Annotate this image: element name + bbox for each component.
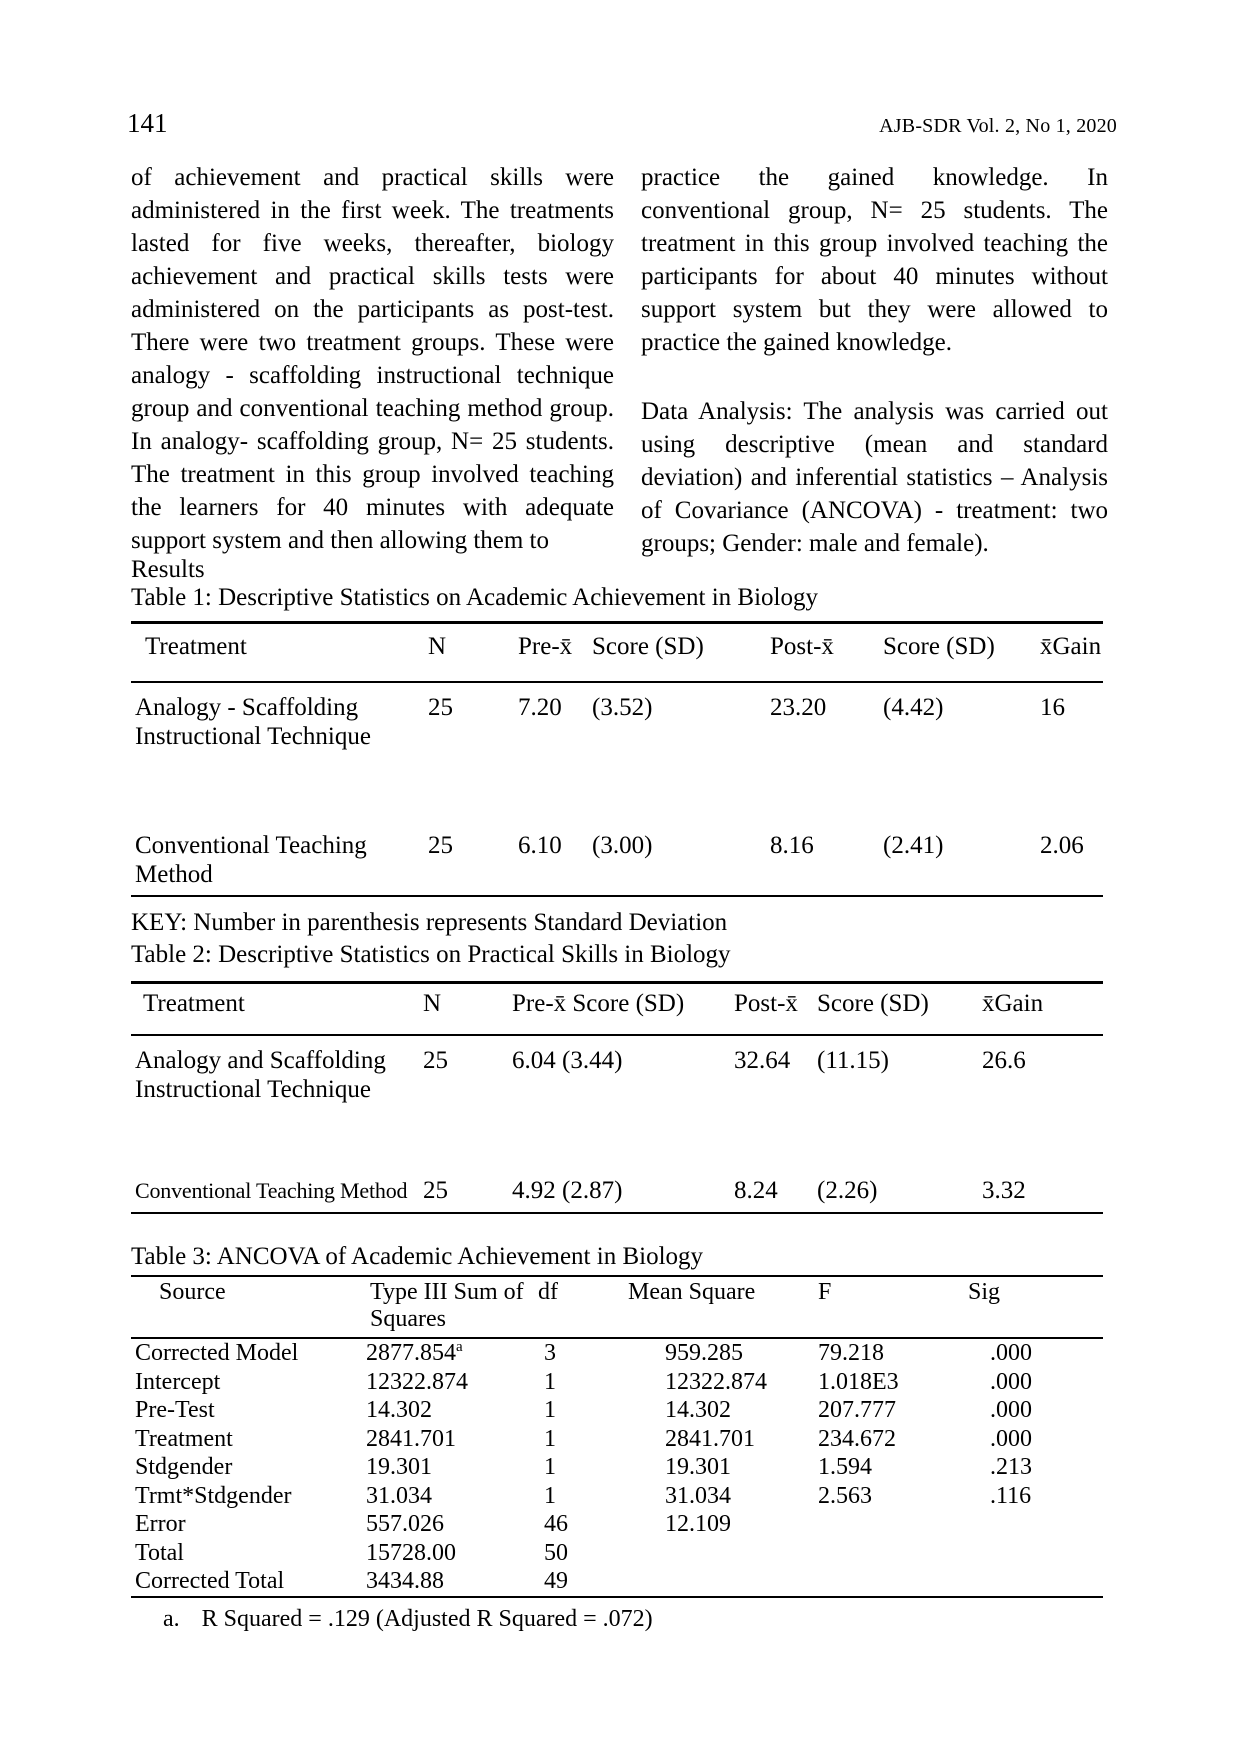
table-cell: 25 [428, 832, 453, 859]
table-cell: Corrected Total [135, 1568, 285, 1594]
table-cell: Pre-Test [135, 1397, 215, 1423]
table1-col-pre-sd: Score (SD) [592, 633, 704, 660]
results-section [131, 556, 1103, 937]
table2-col-treatment: Treatment [143, 990, 245, 1017]
table-row [131, 1539, 1103, 1568]
table-cell: 14.302 [665, 1397, 731, 1423]
table3-ancova-achievement [131, 1275, 1103, 1598]
table1-header-row [131, 623, 1103, 683]
table-cell: 32.64 [734, 1047, 791, 1074]
table-cell: 25 [423, 1047, 448, 1074]
table-cell: 12322.874 [665, 1368, 767, 1395]
table-cell: Trmt*Stdgender [135, 1482, 292, 1509]
table-cell: 3 [544, 1340, 556, 1366]
table3-col-df: df [538, 1279, 558, 1305]
table3-col-source: Source [159, 1279, 226, 1305]
table-cell: 3434.88 [366, 1568, 444, 1594]
table-cell: 1 [544, 1482, 556, 1509]
table-row [131, 1338, 1103, 1368]
table-cell: 1 [544, 1368, 556, 1395]
table-row [131, 821, 1103, 896]
table-cell: .000 [990, 1425, 1032, 1452]
superscript-note: a [456, 1339, 463, 1355]
table-cell: (3.00) [592, 832, 653, 859]
table-cell: 6.10 [518, 832, 562, 859]
table-cell: 31.034 [366, 1482, 432, 1509]
table-cell: 26.6 [982, 1047, 1026, 1074]
table2-col-gain: x̄Gain [982, 990, 1044, 1017]
table-cell [810, 1510, 960, 1539]
table-cell: 207.777 [818, 1397, 896, 1423]
table-cell: Conventional Teaching Method [135, 1178, 408, 1203]
table-cell: 4.92 (2.87) [512, 1177, 623, 1204]
table-cell: 2.06 [1040, 832, 1084, 859]
table-cell: .000 [990, 1368, 1032, 1395]
right-column-paragraph-1: practice the gained knowledge. In conventional group, N= 25 students. The treatment in this group involved teaching the participants for about 40 minutes without support system but they were allowed to practice the gained knowledge. [641, 164, 1108, 356]
table-cell: Analogy and Scaffolding Instructional Technique [135, 1047, 386, 1103]
table1-title: Table 1: Descriptive Statistics on Academic Achievement in Biology [131, 584, 818, 611]
table-cell: 8.16 [770, 832, 814, 859]
table-cell: 19.301 [366, 1454, 432, 1480]
table-cell: 79.218 [818, 1340, 884, 1366]
table-cell: (4.42) [883, 694, 944, 721]
table-cell: 1.018E3 [818, 1368, 899, 1395]
table-cell: (3.52) [592, 694, 653, 721]
left-column-paragraph: of achievement and practical skills were administered in the first week. The treatments lasted for five weeks, thereafter, biology achievement and practical skills tests were administered on the participants as post-test. There were two treatment groups. These were analogy - scaffolding instructional technique group and conventional teaching method group. In analogy- scaffolding group, N= 25 students. The treatment in this group involved teaching the learners for 40 minutes with adequate support system and then allowing them to [131, 164, 614, 554]
table-cell: Total [135, 1539, 184, 1566]
table-row [131, 1035, 1103, 1166]
footnote-text: R Squared = .129 (Adjusted R Squared = .072) [201, 1605, 653, 1632]
table-cell [960, 1567, 1103, 1597]
table-cell: Error [135, 1511, 186, 1537]
table-cell: 2841.701 [366, 1425, 456, 1452]
table-cell: 25 [428, 694, 453, 721]
table-cell: 3.32 [982, 1177, 1026, 1204]
table-row [131, 1425, 1103, 1454]
table3-col-f: F [818, 1279, 832, 1305]
table-cell: 19.301 [665, 1454, 731, 1480]
table-cell: 1 [544, 1454, 556, 1480]
table-row [131, 1166, 1103, 1213]
table3-section [131, 1243, 1103, 1633]
page-header [127, 108, 1117, 139]
table-row [131, 1482, 1103, 1511]
table2-col-post-sd: Score (SD) [817, 990, 929, 1017]
table-cell: 16 [1040, 694, 1065, 721]
table3-title: Table 3: ANCOVA of Academic Achievement in Biology [131, 1243, 704, 1270]
table-row [131, 1510, 1103, 1539]
table2-col-post-mean: Post-x̄ [734, 990, 798, 1017]
table-cell: 557.026 [366, 1511, 444, 1537]
table1-col-n: N [428, 633, 447, 660]
table1-col-gain: x̄Gain [1040, 633, 1102, 660]
table2-title: Table 2: Descriptive Statistics on Practical Skills in Biology [131, 941, 731, 968]
table2-header-row [131, 983, 1103, 1036]
table-cell: 25 [423, 1177, 448, 1204]
table-cell [810, 1567, 960, 1597]
table-row [131, 1368, 1103, 1397]
table-row [131, 1567, 1103, 1597]
table2-descriptive-practical-skills [131, 981, 1103, 1214]
table2-col-pre-score: Pre-x̄ Score (SD) [512, 990, 685, 1017]
table-cell: 49 [544, 1568, 568, 1594]
table-cell [620, 1539, 810, 1568]
table1-col-treatment: Treatment [145, 633, 247, 660]
table3-footnote [131, 1606, 1103, 1633]
table-cell: 1 [544, 1397, 556, 1423]
journal-header: AJB-SDR Vol. 2, No 1, 2020 [879, 115, 1117, 137]
results-heading: Results [131, 556, 205, 583]
page-number: 141 [127, 108, 168, 138]
right-column [641, 161, 1108, 560]
table-row [131, 1453, 1103, 1482]
table-cell: Analogy - Scaffolding Instructional Technique [135, 694, 371, 750]
table-row [131, 1396, 1103, 1425]
table-cell: 1 [544, 1425, 556, 1452]
footnote-marker: a. [163, 1605, 180, 1632]
table-cell: (2.41) [883, 832, 944, 859]
table-cell: 23.20 [770, 694, 827, 721]
table3-col-type3-sum: Type III Sum of Squares [370, 1279, 524, 1332]
table-cell: 2877.854$^a$ [366, 1339, 463, 1366]
table-cell: 234.672 [818, 1425, 896, 1452]
table-cell: (2.26) [817, 1177, 878, 1204]
table1-col-post-sd: Score (SD) [883, 633, 995, 660]
table-cell: Stdgender [135, 1454, 233, 1480]
body-text [131, 161, 1108, 560]
table-cell: Corrected Model [135, 1340, 299, 1366]
table-cell: 31.034 [665, 1482, 731, 1509]
table1-descriptive-achievement [131, 621, 1103, 897]
table-cell: 2841.701 [665, 1425, 755, 1452]
table-cell: 15728.00 [366, 1539, 456, 1566]
table-cell: 1.594 [818, 1454, 872, 1480]
table-row [131, 682, 1103, 821]
table-cell: 2.563 [818, 1482, 872, 1509]
table-cell: 8.24 [734, 1177, 778, 1204]
table3-col-sig: Sig [968, 1279, 1001, 1305]
table-cell [620, 1567, 810, 1597]
table-cell [960, 1539, 1103, 1568]
table-cell: 46 [544, 1511, 568, 1537]
table-cell: 12322.874 [366, 1368, 468, 1395]
table1-col-post-mean: Post-x̄ [770, 633, 834, 660]
table2-section [131, 941, 1103, 1214]
table-cell: .000 [990, 1397, 1032, 1423]
table-cell: .116 [990, 1482, 1032, 1509]
table-cell: 14.302 [366, 1397, 432, 1423]
table3-header-row [131, 1276, 1103, 1338]
table-cell: 50 [544, 1539, 568, 1566]
table-cell: Treatment [135, 1425, 233, 1452]
table1-col-pre-mean: Pre-x̄ [518, 633, 573, 660]
table-cell: 12.109 [665, 1511, 731, 1537]
table-cell: 7.20 [518, 694, 562, 721]
table-cell: Conventional Teaching Method [135, 832, 367, 888]
table-cell: 959.285 [665, 1340, 743, 1366]
table-cell: .000 [990, 1340, 1032, 1366]
table1-key-note: KEY: Number in parenthesis represents Standard Deviation [131, 909, 728, 936]
table-cell: 6.04 (3.44) [512, 1047, 623, 1074]
table-cell: (11.15) [817, 1047, 889, 1074]
table2-col-n: N [423, 990, 442, 1017]
table3-col-mean-square: Mean Square [628, 1279, 756, 1305]
right-column-paragraph-2: Data Analysis: The analysis was carried out using descriptive (mean and standard deviation) and inferential statistics – Analysis of Covariance (ANCOVA) - treatment: two groups; Gender: male and female). [641, 398, 1108, 557]
table-cell: .213 [990, 1454, 1032, 1480]
table-cell [960, 1510, 1103, 1539]
table-cell [810, 1539, 960, 1568]
table-cell: Intercept [135, 1368, 221, 1395]
